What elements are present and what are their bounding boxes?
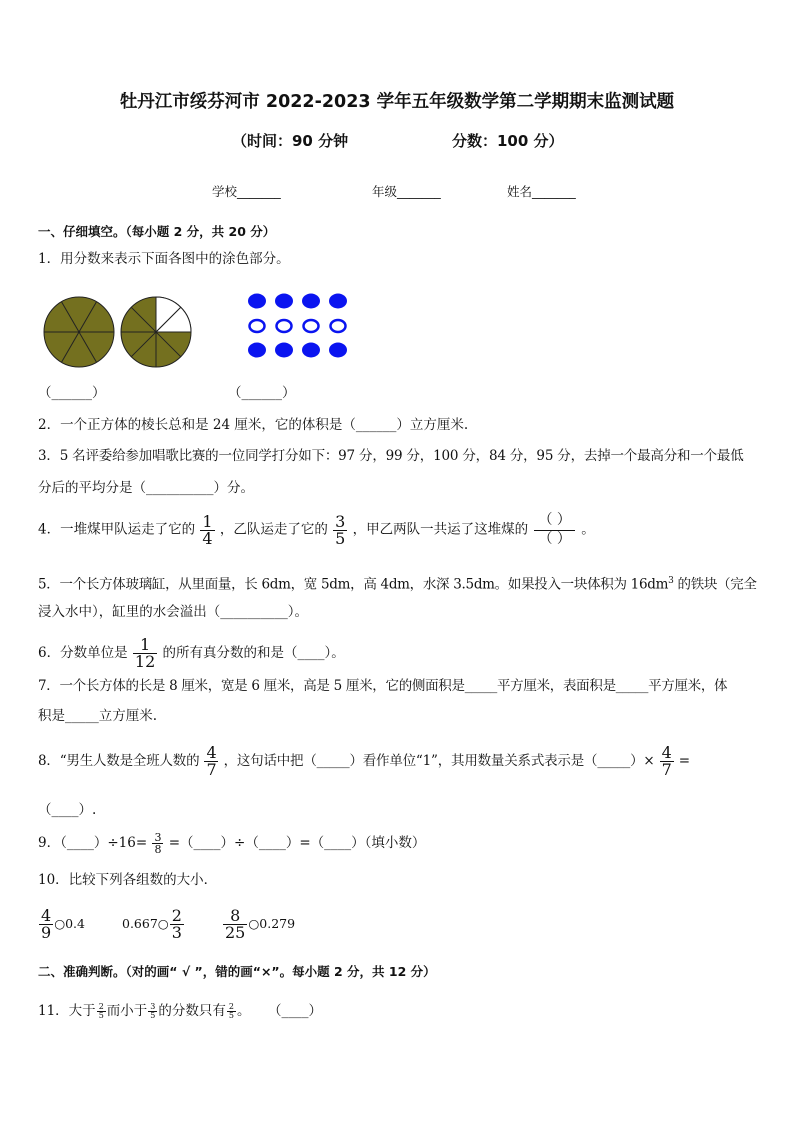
q4-text-b: ，乙队运走了它的 — [219, 521, 328, 538]
q8-fraction-2: $\frac{4}{7}$ — [661, 743, 672, 779]
q2-text-a: 2．一个正方体的棱长总和是 24 厘米，它的体积是（ — [38, 417, 356, 433]
q7-text-b: 平方厘米，表面积是 — [496, 678, 616, 694]
q8-text-a: 8．“男生人数是全班人数的 — [38, 753, 200, 769]
q10-compare-1-right: ○0.4 — [54, 916, 85, 931]
q6-fraction: $\frac{1}{12}$ — [134, 635, 156, 671]
q11-text-c: 的分数只有 — [158, 1003, 226, 1019]
q8-text-b: ，这句话中把（ — [223, 753, 317, 769]
question-10-text: 10．比较下列各组数的大小． — [38, 872, 218, 888]
section-1-heading: 一、仔细填空。（每小题 2 分，共 20 分） — [38, 224, 276, 239]
q4-text-a: 4．一堆煤甲队运走了它的 — [38, 521, 196, 538]
q11-text-b: 而小于 — [106, 1003, 148, 1019]
pie-figure-1 — [42, 295, 116, 369]
q8-fraction-1: $\frac{4}{7}$ — [206, 743, 217, 779]
exam-time: （时间：90 分钟 — [232, 132, 349, 150]
question-3-line-1: 3．5 名评委给参加唱歌比赛的一位同学打分如下：97 分，99 分，100 分，84 分，95 分，去掉一个最高分和一个最低 — [38, 448, 744, 464]
q4-text-end: 。 — [581, 521, 595, 538]
q8-text-d: ）× — [630, 753, 655, 769]
question-11 — [38, 1001, 250, 1021]
dot-row-3 — [248, 343, 347, 358]
question-9 — [38, 832, 425, 855]
question-5-line-1 — [38, 571, 757, 595]
q2-text-b: ）立方厘米. — [396, 417, 469, 433]
q3-text-a: 分后的平均分是（ — [38, 480, 146, 496]
dot-grid-figure — [244, 291, 354, 363]
q9-text-a: 9．（____）÷16= — [38, 835, 148, 851]
q7-answer-blank-1[interactable]: _____ — [464, 678, 497, 694]
question-6 — [38, 637, 345, 670]
pie-figure-2 — [119, 295, 193, 369]
question-3-line-2 — [38, 478, 254, 498]
q11-answer-blank[interactable]: （____） — [268, 1003, 322, 1019]
school-field[interactable]: 学校_______ — [212, 184, 281, 199]
q6-text-c: ）。 — [324, 645, 345, 661]
q5-text-c: 浸入水中），缸里的水会溢出（ — [38, 604, 221, 620]
q6-answer-blank[interactable]: ____ — [297, 645, 325, 661]
q10-compare-2-left: 0.667○ — [122, 916, 169, 931]
question-1-text: 1．用分数来表示下面各图中的涂色部分。 — [38, 251, 290, 267]
q7-answer-blank-3[interactable]: _____ — [65, 708, 99, 724]
grade-field[interactable]: 年级_______ — [372, 184, 441, 199]
q8-answer-blank-2[interactable]: _____ — [597, 753, 631, 769]
q7-answer-blank-2[interactable]: _____ — [615, 678, 649, 694]
q7-text-d: 积是 — [38, 708, 65, 724]
q10-compare-2[interactable] — [122, 908, 185, 941]
dot-row-2 — [250, 320, 346, 332]
question-4 — [38, 512, 595, 548]
name-field[interactable]: 姓名_______ — [507, 184, 576, 199]
pie-2-dividers — [121, 297, 191, 367]
q9-text-b: =（____）÷（____）=（____）（填小数） — [168, 835, 426, 851]
q5-answer-blank[interactable]: __________ — [220, 604, 288, 620]
q7-text-c: 平方厘米，体 — [648, 678, 728, 694]
q10-compare-3-right: ○0.279 — [248, 916, 296, 931]
q9-fraction: $\frac{3}{8}$ — [154, 831, 162, 856]
exam-score: 分数：100 分） — [452, 132, 564, 150]
question-8-line-1 — [38, 745, 690, 778]
section-2-heading: 二、准确判断。（对的画“ √ ”，错的画“×”。每小题 2 分，共 12 分） — [38, 964, 436, 979]
q11-fraction-1: $\frac{2}{5}$ — [98, 1002, 104, 1020]
q5-text-a: 5．一个长方体玻璃缸，从里面量，长 6dm，宽 5dm，高 4dm，水深 3.5dm。如果投入一块体积为 16dm — [38, 576, 669, 593]
q11-fraction-2: $\frac{3}{5}$ — [150, 1002, 156, 1020]
q7-text-a: 7．一个长方体的长是 8 厘米，宽是 6 厘米，高是 5 厘米，它的侧面积是 — [38, 678, 465, 694]
q3-text-b: ）分。 — [213, 480, 254, 496]
q1-answer-blank-2[interactable]: （______） — [228, 385, 296, 401]
q8-text-e: = — [678, 753, 690, 769]
q11-text-d: 。 — [236, 1003, 251, 1019]
q7-text-e: 立方厘米. — [98, 708, 158, 724]
q10-fraction-3: $\frac{8}{25}$ — [225, 906, 246, 942]
exam-title: 牡丹江市绥芬河市 2022-2023 学年五年级数学第二学期期末监测试题 — [119, 92, 675, 112]
question-5-line-2 — [38, 602, 308, 622]
q2-answer-blank[interactable]: ______ — [355, 417, 397, 433]
q8-text-c: ）看作单位“1”，其用数量关系式表示是（ — [349, 753, 598, 769]
q4-fraction-2: $\frac{3}{5}$ — [335, 511, 346, 548]
q4-text-c: ，甲乙两队一共运了这堆煤的 — [352, 521, 529, 538]
q6-text-b: 的所有真分数的和是（ — [162, 645, 298, 661]
question-2 — [38, 415, 468, 435]
q5-superscript: 3 — [668, 576, 674, 586]
q5-text-d: ）。 — [287, 604, 308, 620]
q10-fraction-2: $\frac{2}{3}$ — [171, 906, 182, 942]
q8-answer-blank-1[interactable]: _____ — [316, 753, 350, 769]
q4-answer-fraction[interactable]: （ ） （ ） — [534, 512, 574, 548]
q10-fraction-1: $\frac{4}{9}$ — [41, 906, 52, 942]
q10-compare-1[interactable] — [38, 908, 85, 941]
question-7-line-2 — [38, 706, 157, 726]
q6-text-a: 6．分数单位是 — [38, 645, 128, 661]
question-7-line-1 — [38, 676, 727, 696]
q3-answer-blank[interactable]: __________ — [146, 480, 214, 496]
dot-row-1 — [248, 294, 347, 309]
q1-answer-blank-1[interactable]: （______） — [38, 385, 106, 401]
q10-compare-3[interactable] — [222, 908, 295, 941]
q11-fraction-3: $\frac{2}{5}$ — [228, 1002, 234, 1020]
q11-text-a: 11．大于 — [38, 1003, 96, 1019]
q4-fraction-1: $\frac{1}{4}$ — [202, 511, 213, 548]
q5-text-b: 的铁块（完全 — [673, 576, 757, 593]
q8-answer-blank-3[interactable]: （____）. — [38, 802, 97, 818]
